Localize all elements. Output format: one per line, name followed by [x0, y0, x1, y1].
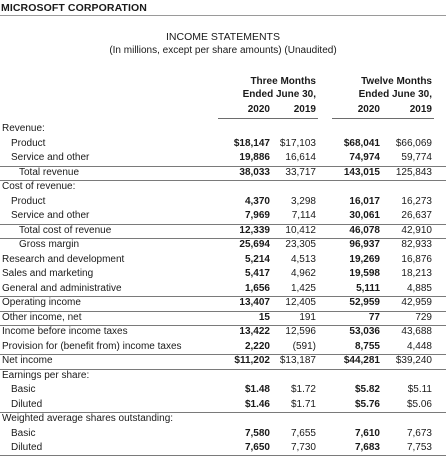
row-label: Sales and marketing: [2, 268, 94, 279]
row-value: 7,673: [406, 427, 432, 439]
row-value: $5.11: [407, 384, 432, 395]
row-label: Net income: [2, 355, 53, 366]
row-value: 43,688: [401, 326, 432, 337]
row-value: 4,962: [290, 268, 316, 279]
row-value: 30,061: [349, 210, 380, 221]
row-label: Basic: [11, 384, 36, 395]
row-value: 13,422: [239, 326, 270, 337]
row-value: 16,876: [401, 253, 432, 265]
table-row: [0, 137, 446, 150]
row-value: 8,755: [354, 340, 380, 352]
table-row: [0, 354, 446, 367]
row-value: 38,033: [239, 166, 270, 178]
col-header-3m-2020: 2020: [247, 104, 270, 115]
table-row: [0, 311, 446, 324]
row-value: $5.06: [406, 398, 432, 410]
row-value: $68,041: [343, 137, 380, 149]
row-label: Revenue:: [2, 123, 45, 134]
twelve-months-header: [342, 75, 432, 101]
row-value: 4,370: [244, 195, 270, 207]
row-value: 25,694: [239, 239, 270, 250]
three-months-header: [228, 75, 316, 101]
row-value: 4,448: [406, 340, 432, 352]
row-value: 13,407: [239, 297, 270, 308]
col-header-12m-2020: 2020: [357, 104, 380, 115]
twelve-months-underline: [332, 118, 434, 119]
row-divider: [0, 311, 446, 312]
row-value: 52,959: [349, 297, 380, 308]
row-value: 59,774: [401, 152, 432, 163]
row-divider: [0, 369, 446, 370]
row-value: 18,213: [401, 268, 432, 279]
row-value: 729: [415, 311, 432, 323]
row-value: 7,650: [244, 442, 270, 453]
row-value: 1,656: [244, 282, 270, 294]
row-value: 10,412: [285, 224, 316, 236]
table-row: [0, 296, 446, 309]
header-divider: [0, 15, 446, 16]
row-divider: [0, 325, 446, 326]
row-value: 42,910: [401, 224, 432, 236]
table-row: [0, 267, 446, 280]
row-divider: [0, 296, 446, 297]
table-row: [0, 282, 446, 295]
row-value: 125,843: [395, 166, 432, 178]
twelve-months-line2: Ended June 30,: [358, 89, 432, 100]
row-value: 12,596: [285, 326, 316, 337]
row-value: $1.71: [290, 398, 316, 410]
row-value: 15: [258, 311, 270, 323]
row-value: 4,885: [406, 282, 432, 294]
table-row: [0, 180, 446, 193]
table-row: [0, 412, 446, 425]
row-value: $18,147: [233, 137, 270, 149]
table-row: [0, 122, 446, 135]
row-value: $5.76: [354, 398, 380, 410]
statement-title: INCOME STATEMENTS: [166, 31, 280, 43]
row-value: 19,598: [349, 268, 380, 279]
statement-subtitle: (In millions, except per share amounts) (Unaudited): [109, 45, 337, 56]
row-label: Other income, net: [2, 311, 82, 323]
row-value: $44,281: [343, 355, 380, 366]
table-row: [0, 195, 446, 208]
table-row: [0, 253, 446, 266]
row-label: Income before income taxes: [2, 326, 128, 337]
row-label: Operating income: [2, 297, 81, 308]
row-value: 191: [299, 311, 316, 323]
row-value: 16,017: [349, 195, 380, 207]
table-row: [0, 383, 446, 396]
row-value: 46,078: [349, 224, 380, 236]
row-label: Gross margin: [19, 239, 80, 250]
row-value: $66,069: [395, 137, 432, 149]
row-value: 1,425: [290, 282, 316, 294]
row-label: Diluted: [11, 442, 43, 453]
table-row: [0, 224, 446, 237]
row-divider: [0, 412, 446, 413]
three-months-line2: Ended June 30,: [242, 89, 316, 100]
table-row: [0, 209, 446, 222]
row-value: 33,717: [285, 166, 316, 178]
row-value: 7,580: [244, 427, 270, 439]
row-label: Earnings per share:: [2, 369, 90, 381]
row-value: 7,683: [354, 442, 380, 453]
table-row: [0, 340, 446, 353]
row-value: $13,187: [279, 355, 316, 366]
row-value: 12,405: [285, 297, 316, 308]
row-value: 16,614: [285, 152, 316, 163]
table-row: [0, 166, 446, 179]
row-value: 143,015: [343, 166, 380, 178]
row-value: 7,655: [290, 427, 316, 439]
col-header-12m-2019: 2019: [409, 104, 432, 115]
row-value: 7,753: [406, 442, 432, 453]
row-value: 7,114: [291, 210, 316, 221]
row-label: Product: [11, 137, 46, 149]
row-value: 4,513: [290, 253, 316, 265]
table-row: [0, 441, 446, 454]
row-divider: [0, 354, 446, 355]
table-row: [0, 151, 446, 164]
row-value: 5,214: [244, 253, 270, 265]
three-months-line1: Three Months: [250, 76, 316, 87]
row-value: (591): [292, 340, 316, 352]
row-label: Service and other: [11, 152, 90, 163]
row-value: 77: [368, 311, 380, 323]
row-label: Cost of revenue:: [2, 181, 76, 192]
row-value: 7,610: [354, 427, 380, 439]
row-value: 96,937: [349, 239, 380, 250]
row-divider: [0, 166, 446, 167]
twelve-months-line1: Twelve Months: [361, 76, 432, 87]
company-name: MICROSOFT CORPORATION: [1, 2, 147, 14]
row-value: 42,959: [401, 297, 432, 308]
table-row: [0, 427, 446, 440]
row-value: $17,103: [279, 137, 316, 149]
row-label: Research and development: [2, 253, 125, 265]
row-value: 7,730: [290, 442, 316, 453]
col-header-3m-2019: 2019: [293, 104, 316, 115]
row-label: Provision for (benefit from) income taxes: [2, 340, 182, 352]
row-divider: [0, 455, 446, 456]
row-value: 2,220: [244, 340, 270, 352]
row-label: General and administrative: [2, 282, 122, 294]
table-row: [0, 369, 446, 382]
row-value: 16,273: [401, 195, 432, 207]
table-row: [0, 325, 446, 338]
row-value: 26,637: [401, 210, 432, 221]
row-label: Service and other: [11, 210, 90, 221]
row-value: $5.82: [354, 384, 380, 395]
row-value: 74,974: [349, 152, 380, 163]
row-label: Total cost of revenue: [19, 224, 112, 236]
row-label: Weighted average shares outstanding:: [2, 413, 174, 424]
row-label: Diluted: [11, 398, 43, 410]
row-label: Basic: [11, 427, 36, 439]
row-value: $11,202: [234, 355, 270, 366]
row-value: 5,417: [244, 268, 270, 279]
row-value: 82,933: [401, 239, 432, 250]
table-row: [0, 238, 446, 251]
row-value: 12,339: [239, 224, 270, 236]
row-value: 7,969: [244, 210, 270, 221]
row-label: Product: [11, 195, 46, 207]
row-divider: [0, 224, 446, 225]
row-value: 3,298: [290, 195, 316, 207]
row-value: 23,305: [285, 239, 316, 250]
row-divider: [0, 180, 446, 181]
row-label: Total revenue: [19, 166, 80, 178]
row-divider: [0, 238, 446, 239]
table-row: [0, 398, 446, 411]
three-months-underline: [218, 118, 318, 119]
row-value: $1.72: [290, 384, 316, 395]
row-value: $39,240: [395, 355, 432, 366]
row-value: 5,111: [356, 282, 380, 294]
row-value: 19,886: [239, 152, 270, 163]
row-value: 19,269: [349, 253, 380, 265]
row-value: $1.46: [244, 398, 270, 410]
row-value: 53,036: [349, 326, 380, 337]
row-value: $1.48: [244, 384, 270, 395]
